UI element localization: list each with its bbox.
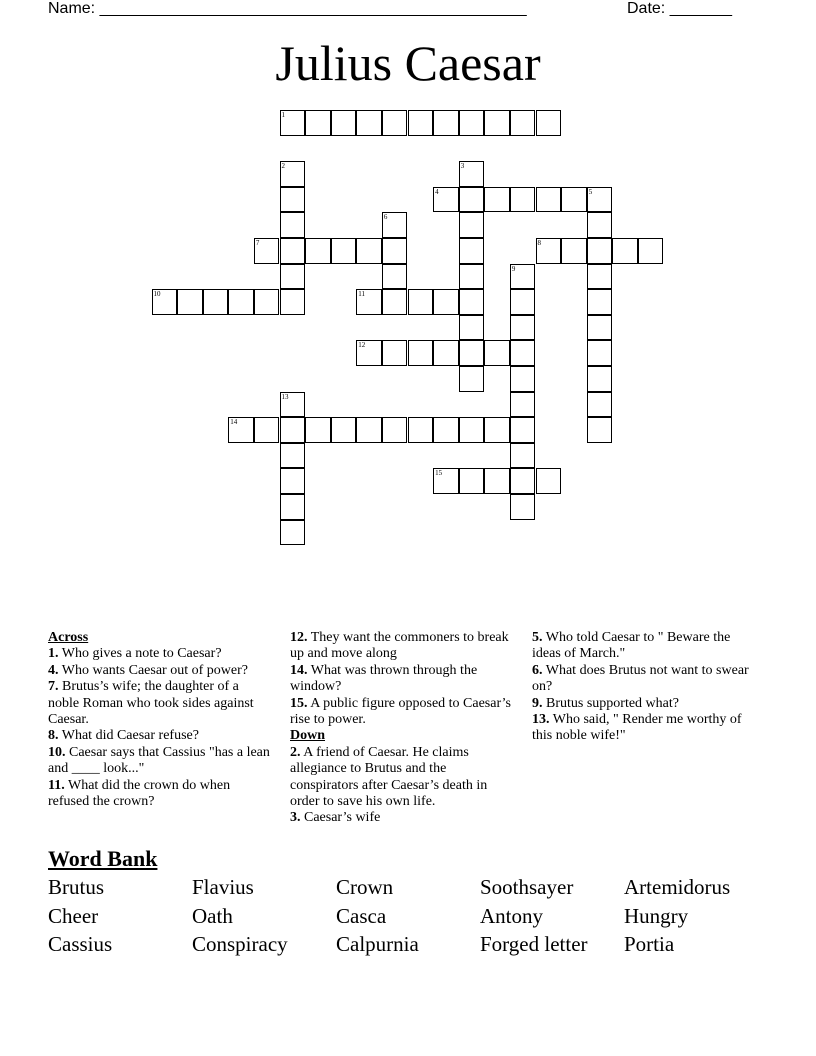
cell-number: 15 bbox=[435, 469, 443, 478]
crossword-cell[interactable] bbox=[433, 468, 459, 494]
crossword-cell[interactable] bbox=[280, 110, 306, 136]
cell-number: 8 bbox=[537, 239, 541, 247]
crossword-cell[interactable] bbox=[459, 212, 485, 238]
cell-number: 11 bbox=[358, 290, 366, 299]
across-heading: Across bbox=[48, 630, 89, 645]
crossword-cell[interactable] bbox=[433, 110, 459, 136]
cell-number: 3 bbox=[460, 162, 465, 171]
clue-across-14: 14. What was thrown through the window? bbox=[290, 662, 478, 695]
crossword-cell[interactable] bbox=[280, 417, 306, 443]
crossword-cell[interactable] bbox=[459, 366, 485, 392]
crossword-cell[interactable] bbox=[331, 417, 357, 443]
clue-across-7: 7. Brutus’s wife; the daughter of a noble Roman who took sides against Caesar. bbox=[48, 679, 254, 728]
crossword-cell[interactable] bbox=[152, 289, 178, 315]
crossword-cell[interactable] bbox=[510, 187, 536, 213]
crossword-cell[interactable] bbox=[177, 289, 203, 315]
clue-across-8: 8. What did Caesar refuse? bbox=[48, 728, 199, 744]
word-bank-item: Cassius bbox=[48, 932, 113, 957]
crossword-cell[interactable] bbox=[459, 161, 485, 187]
crossword-cell[interactable] bbox=[459, 289, 485, 315]
crossword-cell[interactable] bbox=[612, 238, 638, 264]
crossword-cell[interactable] bbox=[484, 110, 510, 136]
clue-down-13: 13. Who said, " Render me worthy of this noble wife!" bbox=[532, 712, 742, 744]
page-title: Julius Caesar bbox=[275, 35, 541, 91]
crossword-cell[interactable] bbox=[203, 289, 229, 315]
crossword-cell[interactable] bbox=[459, 110, 485, 136]
crossword-cell[interactable] bbox=[587, 289, 613, 315]
word-bank-item: Antony bbox=[480, 903, 543, 928]
clue-across-11: 11. What did the crown do when refused the crown? bbox=[48, 777, 231, 810]
crossword-cell[interactable] bbox=[587, 187, 613, 213]
crossword-cell[interactable] bbox=[587, 315, 613, 341]
crossword-cell[interactable] bbox=[459, 340, 485, 366]
word-bank-item: Conspiracy bbox=[192, 932, 288, 957]
crossword-cell[interactable] bbox=[510, 417, 536, 443]
crossword-cell[interactable] bbox=[382, 238, 408, 264]
word-bank-item: Hungry bbox=[624, 903, 689, 928]
crossword-cell[interactable] bbox=[382, 212, 408, 238]
crossword-cell[interactable] bbox=[587, 264, 613, 290]
crossword-cell[interactable] bbox=[510, 315, 536, 341]
crossword-cell[interactable] bbox=[280, 468, 306, 494]
crossword-cell[interactable] bbox=[587, 366, 613, 392]
crossword-cell[interactable] bbox=[433, 340, 459, 366]
clue-across-4: 4. Who wants Caesar out of power? bbox=[48, 662, 248, 678]
crossword-cell[interactable] bbox=[587, 417, 613, 443]
crossword-cell[interactable] bbox=[510, 264, 536, 290]
down-heading: Down bbox=[290, 728, 326, 744]
crossword-cell[interactable] bbox=[561, 238, 587, 264]
crossword-cell[interactable] bbox=[280, 520, 306, 546]
crossword-cell[interactable] bbox=[510, 340, 536, 366]
clue-across-12: 12. They want the commoners to break up and move along bbox=[290, 630, 509, 662]
clue-down-3: 3. Caesar’s wife bbox=[290, 810, 381, 826]
word-bank-item: Brutus bbox=[48, 875, 105, 899]
crossword-cell[interactable] bbox=[280, 443, 306, 469]
crossword-cell[interactable] bbox=[587, 238, 613, 264]
crossword-cell[interactable] bbox=[305, 238, 331, 264]
crossword-cell[interactable] bbox=[280, 212, 306, 238]
clue-down-5: 5. Who told Caesar to " Beware the ideas of March." bbox=[532, 630, 731, 662]
word-bank-item: Calpurnia bbox=[336, 932, 419, 957]
crossword-cell[interactable] bbox=[280, 161, 306, 187]
crossword-cell[interactable] bbox=[331, 110, 357, 136]
clue-down-2: 2. A friend of Caesar. He claims allegiance to Brutus and the conspirators after Caesar’s death in order to save his own life. bbox=[290, 744, 488, 810]
crossword-cell[interactable] bbox=[484, 340, 510, 366]
crossword-cell[interactable] bbox=[459, 417, 485, 443]
clues-column-2 bbox=[290, 630, 516, 827]
word-bank-item: Soothsayer bbox=[480, 875, 574, 899]
crossword-cell[interactable] bbox=[280, 238, 306, 264]
crossword-cell[interactable] bbox=[510, 468, 536, 494]
crossword-cell[interactable] bbox=[228, 289, 254, 315]
crossword-cell[interactable] bbox=[254, 238, 280, 264]
clue-down-6: 6. What does Brutus not want to swear on? bbox=[532, 662, 749, 695]
crossword-cell[interactable] bbox=[536, 238, 562, 264]
cell-number: 4 bbox=[435, 187, 439, 196]
crossword-cell[interactable] bbox=[510, 289, 536, 315]
crossword-cell[interactable] bbox=[536, 468, 562, 494]
crossword-cell[interactable] bbox=[484, 417, 510, 443]
crossword-cell[interactable] bbox=[510, 366, 536, 392]
crossword-cell[interactable] bbox=[356, 289, 382, 315]
crossword-cell[interactable] bbox=[305, 110, 331, 136]
crossword-cell[interactable] bbox=[459, 187, 485, 213]
crossword-cell[interactable] bbox=[356, 110, 382, 136]
word-bank-item: Artemidorus bbox=[624, 875, 731, 899]
crossword-cell[interactable] bbox=[356, 238, 382, 264]
crossword-cell[interactable] bbox=[459, 315, 485, 341]
cell-number: 1 bbox=[281, 111, 285, 119]
word-bank-title: Word Bank bbox=[48, 846, 158, 871]
crossword-cell[interactable] bbox=[356, 417, 382, 443]
crossword-cell[interactable] bbox=[510, 392, 536, 418]
word-bank-item: Flavius bbox=[192, 875, 254, 899]
cell-number: 12 bbox=[358, 341, 366, 350]
crossword-cell[interactable] bbox=[459, 468, 485, 494]
cell-number: 6 bbox=[383, 213, 388, 222]
crossword-cell[interactable] bbox=[587, 392, 613, 418]
crossword-cell[interactable] bbox=[587, 340, 613, 366]
cell-number: 13 bbox=[281, 392, 289, 401]
crossword-cell[interactable] bbox=[459, 238, 485, 264]
crossword-cell[interactable] bbox=[433, 289, 459, 315]
crossword-cell[interactable] bbox=[484, 468, 510, 494]
crossword-cell[interactable] bbox=[408, 417, 434, 443]
crossword-cell[interactable] bbox=[280, 289, 306, 315]
word-bank-item: Forged letter bbox=[480, 932, 588, 957]
cell-number: 5 bbox=[588, 187, 593, 196]
crossword-cell[interactable] bbox=[280, 392, 306, 418]
crossword-cell[interactable] bbox=[408, 340, 434, 366]
crossword-cell[interactable] bbox=[536, 110, 562, 136]
crossword-cell[interactable] bbox=[433, 417, 459, 443]
word-bank-item: Oath bbox=[192, 903, 233, 928]
word-bank-item: Casca bbox=[336, 903, 387, 928]
crossword-cell[interactable] bbox=[305, 417, 331, 443]
crossword-cell[interactable] bbox=[254, 289, 280, 315]
clue-across-15: 15. A public figure opposed to Caesar’s rise to power. bbox=[290, 695, 511, 728]
crossword-cell[interactable] bbox=[382, 110, 408, 136]
cell-number: 2 bbox=[281, 162, 285, 171]
crossword-cell[interactable] bbox=[382, 417, 408, 443]
crossword-cell[interactable] bbox=[228, 417, 254, 443]
crossword-cell[interactable] bbox=[484, 187, 510, 213]
crossword-cell[interactable] bbox=[561, 187, 587, 213]
crossword-cell[interactable] bbox=[331, 238, 357, 264]
cell-number: 14 bbox=[230, 418, 238, 427]
crossword-cell[interactable] bbox=[280, 264, 306, 290]
word-bank-item: Crown bbox=[336, 875, 394, 899]
crossword-cell[interactable] bbox=[382, 289, 408, 315]
crossword-cell[interactable] bbox=[254, 417, 280, 443]
word-bank-item: Cheer bbox=[48, 903, 99, 928]
name-field[interactable]: Name: ________________________________________________ bbox=[48, 0, 527, 17]
crossword-cell[interactable] bbox=[638, 238, 664, 264]
clue-across-1: 1. Who gives a note to Caesar? bbox=[48, 646, 222, 662]
crossword-cell[interactable] bbox=[408, 289, 434, 315]
crossword-cell[interactable] bbox=[408, 110, 434, 136]
clue-across-10: 10. Caesar says that Cassius "has a lean and ____ look..." bbox=[48, 744, 270, 777]
crossword-cell[interactable] bbox=[510, 443, 536, 469]
crossword-cell[interactable] bbox=[280, 494, 306, 520]
crossword-cell[interactable] bbox=[382, 340, 408, 366]
crossword-cell[interactable] bbox=[510, 494, 536, 520]
crossword-cell[interactable] bbox=[433, 187, 459, 213]
cell-number: 10 bbox=[153, 290, 161, 299]
crossword-cell[interactable] bbox=[587, 212, 613, 238]
word-bank-item: Portia bbox=[624, 932, 675, 957]
crossword-cell[interactable] bbox=[280, 187, 306, 213]
crossword-cell[interactable] bbox=[510, 110, 536, 136]
cell-number: 9 bbox=[511, 264, 516, 273]
clue-down-9: 9. Brutus supported what? bbox=[532, 695, 679, 711]
clues-column-3 bbox=[532, 630, 762, 745]
cell-number: 7 bbox=[255, 239, 260, 247]
crossword-cell[interactable] bbox=[536, 187, 562, 213]
crossword-cell[interactable] bbox=[382, 264, 408, 290]
word-bank bbox=[48, 873, 768, 959]
clues-column-1 bbox=[48, 630, 270, 810]
crossword-cell[interactable] bbox=[356, 340, 382, 366]
date-field[interactable]: Date: _______ bbox=[627, 0, 732, 17]
crossword-cell[interactable] bbox=[459, 264, 485, 290]
